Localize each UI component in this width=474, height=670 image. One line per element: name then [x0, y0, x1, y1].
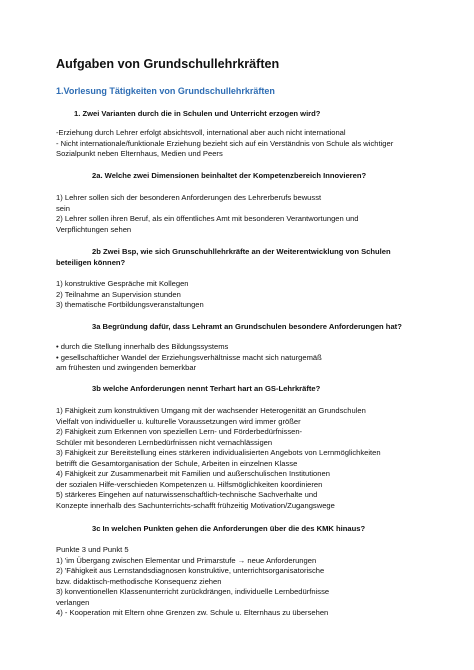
answer-line: 3) Fähigkeit zur Bereitstellung eines stärkeren individualisierten Angebots von Lernmöglichkeiten	[56, 448, 381, 457]
question-1: 1. Zwei Varianten durch die in Schulen und Unterricht erzogen wird?	[74, 109, 321, 118]
answer-line: 1) Lehrer sollen sich der besonderen Anforderungen des Lehrerberufs bewusst	[56, 193, 322, 202]
answer-line: • durch die Stellung innerhalb des Bildungssystems	[56, 342, 229, 351]
answer-line: der sozialen Hilfe-verschieden Kompetenzen u. Hilfsmöglichkeiten koordinieren	[56, 479, 323, 489]
answer-line: 2) Fähigkeit zum Erkennen von speziellen Lern- und Förderbedürfnissen-	[56, 427, 303, 436]
page-title: Aufgaben von Grundschullehrkräften	[56, 57, 280, 71]
question-3b: 3b welche Anforderungen nennt Terhart hart an GS-Lehrkräfte?	[92, 384, 321, 393]
answer-line: -Erziehung durch Lehrer erfolgt absichtsvoll, international aber auch nicht international	[56, 128, 346, 137]
answer-line: 4) - Kooperation mit Eltern ohne Grenzen zw. Schule u. Elternhaus zu übersehen	[56, 608, 329, 617]
answer-line: Sozialpunkt neben Elternhaus, Medien und Peers	[56, 149, 223, 158]
answer-line: bzw. didaktisch-methodische Konsequenz ziehen	[56, 576, 222, 586]
lecture-heading: 1.Vorlesung Tätigkeiten von Grundschullehrkräften	[56, 86, 275, 96]
question-2b: 2b Zwei Bsp, wie sich Grunschuhllehrkräfte an der Weiterentwicklung von Schulen	[92, 247, 391, 256]
answer-line: betrifft die Gesamtorganisation der Schule, Arbeiten in einzelnen Klasse	[56, 458, 298, 468]
answer-line: 3) thematische Fortbildungsveranstaltungen	[56, 300, 204, 309]
answer-line: Konzepte innerhalb des Sachunterrichts-schafft frühzeitig Motivation/Zugangswege	[56, 500, 335, 510]
answer-line: Schüler mit besonderen Lernbedürfnissen nicht vernachlässigen	[56, 437, 273, 447]
answer-line: 1) 'im Übergang zwischen Elementar und Primarstufe → neue Anforderungen	[56, 555, 317, 565]
answer-line: verlangen	[56, 597, 90, 607]
question-3a: 3a Begründung dafür, dass Lehramt an Grundschulen besondere Anforderungen hat?	[92, 322, 402, 331]
answer-line: Vielfalt von individueller u. kulturelle Voraussetzungen wird immer größer	[56, 416, 301, 426]
answer-line: 3) konventionellen Klassenunterricht zurückdrängen, individuelle Lernbedürfnisse	[56, 587, 330, 596]
answer-line: 1) Fähigkeit zum konstruktiven Umgang mit der wachsender Heterogenität an Grundschulen	[56, 406, 366, 415]
answer-line: 4) Fähigkeit zur Zusammenarbeit mit Familien und außerschulischen Institutionen	[56, 469, 330, 478]
answer-line: 2) Teilnahme an Supervision stunden	[56, 289, 181, 299]
answer-line: - Nicht internationale/funktionale Erziehung bezieht sich auf ein Verständnis von Schule als wichtiger	[56, 138, 394, 148]
answer-line: 5) stärkeres Eingehen auf naturwissenschaftlich-technische Sachverhalte und	[56, 490, 318, 499]
answer-line: • gesellschaftlicher Wandel der Erziehungsverhältnisse macht sich naturgemäß	[56, 352, 322, 362]
answer-line: sein	[56, 203, 70, 213]
answer-line: 2) Lehrer sollen ihren Beruf, als ein öffentliches Amt mit besonderen Verantwortungen und	[56, 214, 359, 223]
answer-line: Verpflichtungen sehen	[56, 224, 132, 234]
question-2b-continued: beteiligen können?	[56, 258, 126, 267]
question-2a: 2a. Welche zwei Dimensionen beinhaltet der Kompetenzbereich Innovieren?	[92, 171, 367, 180]
answer-line: 1) konstruktive Gespräche mit Kollegen	[56, 279, 189, 288]
question-3c: 3c In welchen Punkten gehen die Anforderungen über die des KMK hinaus?	[92, 524, 366, 533]
answer-line: Punkte 3 und Punkt 5	[56, 545, 129, 554]
answer-line: am frühesten und zwingenden bemerkbar	[56, 363, 197, 372]
answer-line: 2) 'Fähigkeit aus Lernstandsdiagnosen konstruktive, unterrichtsorganisatorische	[56, 566, 325, 575]
